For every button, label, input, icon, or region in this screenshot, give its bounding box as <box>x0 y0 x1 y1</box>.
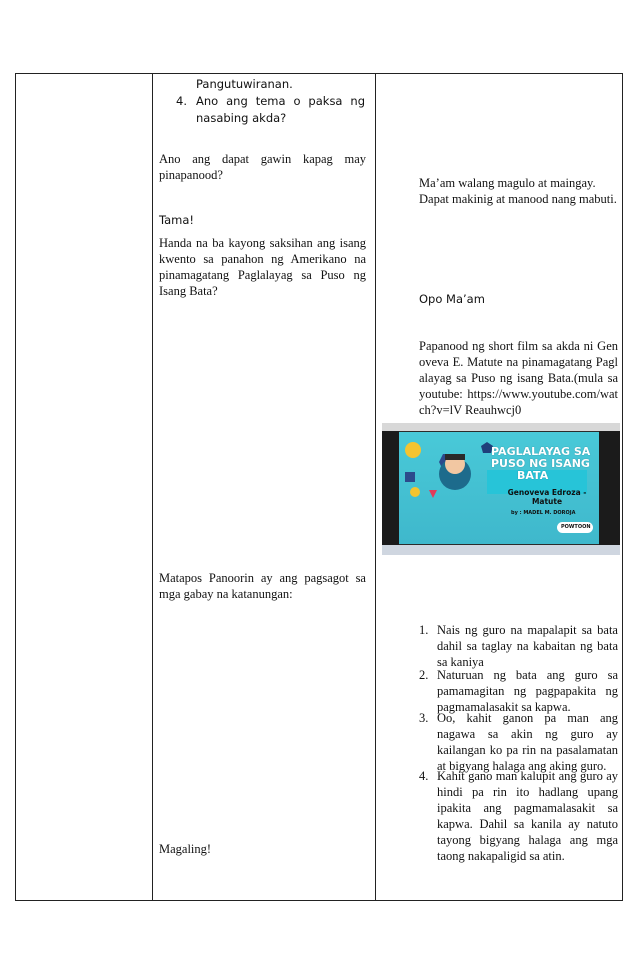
video-byline: by : MADEL M. DOROJA <box>511 510 576 516</box>
maam-walang-text: Ma’am walang magulo at maingay. Dapat makinig at manood nang mabuti. <box>419 176 617 206</box>
powtoon-label: POWTOON <box>561 524 591 530</box>
triangle-icon <box>429 490 437 498</box>
papanood-text: Papanood ng short film sa akda ni Genoveva E. Matute na pinamagatang Paglalayag sa Puso ng isang Bata.(mula sa youtube: https://www.youtube.com/watch?v=lV Reauhwcj0 <box>419 339 618 417</box>
answer-number: 4. <box>419 769 429 783</box>
video-letterbox-right <box>599 431 620 547</box>
video-letterbox-left <box>382 431 399 547</box>
column-divider-2 <box>375 74 376 900</box>
tama-text: Tama! <box>159 213 195 227</box>
answer-number: 2. <box>419 668 429 682</box>
opo-text: Opo Ma’am <box>419 292 485 306</box>
list-continuation: Pangutuwiranan. <box>196 77 293 91</box>
answer-number: 1. <box>419 623 429 637</box>
browser-toolbar <box>382 423 620 431</box>
video-author: Genoveva Edroza - Matute <box>507 488 587 506</box>
answer-text: Oo, kahit ganon pa man ang nagawa sa akin ng guro ay kailangan ko pa rin na pasalamatan at bigyang halaga ang aking guro. <box>437 711 618 773</box>
question-4-line1: Ano ang tema o paksa ng <box>196 94 365 108</box>
video-frame <box>399 432 599 544</box>
video-title-line2: PUSO NG ISANG <box>491 457 590 470</box>
question-4-line2: nasabing akda? <box>196 111 287 125</box>
video-title-line1: PAGLALAYAG SA <box>491 445 591 458</box>
answer-text: Kahit gano man kalupit ang guro ay hindi pa rin ito hadlang upang ipakita ang pagmamalasakit sa kapwa. Dahil sa kanila ay natuto tayong bigyang halaga ang mga taong nakapaligid sa atin. <box>437 769 618 863</box>
square-icon <box>405 472 415 482</box>
taskbar <box>382 545 620 555</box>
matapos-text: Matapos Panoorin ay ang pagsagot sa mga gabay na katanungan: <box>159 571 366 601</box>
answer-text: Naturuan ng bata ang guro sa pamamagitan ng pagpapakita ng pagmamalasakit sa kapwa. <box>437 668 618 714</box>
question-4-number: 4. <box>176 94 187 108</box>
powtoon-badge <box>557 522 593 533</box>
video-title-line3: BATA <box>517 469 549 482</box>
trophy-icon <box>410 487 420 497</box>
question-watch: Ano ang dapat gawin kapag may pinapanood? <box>159 152 366 182</box>
answer-text: Nais ng guro na mapalapit sa bata dahil sa taglay na kabaitan ng bata sa kaniya <box>437 623 618 669</box>
handa-text: Handa na ba kayong saksihan ang isang kwento sa panahon ng Amerikano na pinamagatang Paglalayag sa Puso ng Isang Bata? <box>159 236 366 298</box>
video-screenshot[interactable] <box>382 423 620 555</box>
column-divider-1 <box>152 74 153 900</box>
answer-number: 3. <box>419 711 429 725</box>
magaling-text: Magaling! <box>159 842 212 856</box>
thumbs-up-icon <box>405 442 421 458</box>
character-hair <box>445 454 465 460</box>
